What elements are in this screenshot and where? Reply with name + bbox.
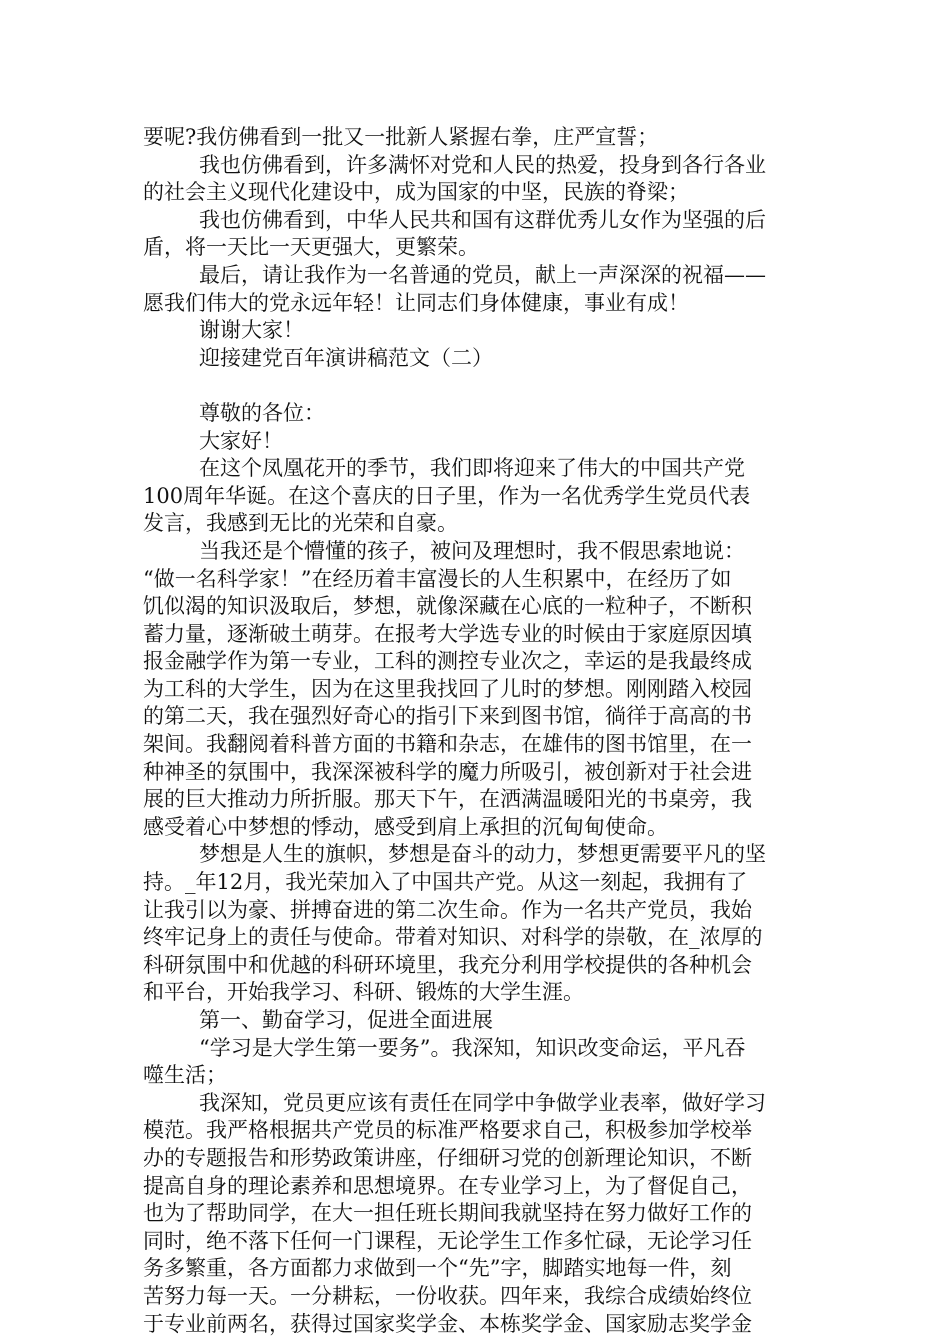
text-line: 展的巨大推动力所折服。那天下午，在洒满温暖阳光的书桌旁，我 <box>143 787 752 812</box>
section-title: 迎接建党百年演讲稿范文（二） <box>199 345 493 370</box>
text-line: 架间。我翻阅着科普方面的书籍和杂志，在雄伟的图书馆里，在一 <box>143 732 752 757</box>
text-line: 苦努力每一天。一分耕耘，一份收获。四年来，我综合成绩始终位 <box>143 1283 752 1308</box>
text-line: 噬生活； <box>143 1063 227 1088</box>
text-line: 办的专题报告和形势政策讲座，仔细研习党的创新理论知识，不断 <box>143 1145 752 1170</box>
text-line: “学习是大学生第一要务”。我深知，知识改变命运，平凡吞 <box>199 1035 746 1060</box>
text-line: 让我引以为豪、拼搏奋进的第二次生命。作为一名共产党员，我始 <box>143 897 752 922</box>
salutation: 尊敬的各位： <box>199 400 325 425</box>
text-line: 科研氛围中和优越的科研环境里，我充分利用学校提供的各种机会 <box>143 952 752 977</box>
text-line: 饥似渴的知识汲取后，梦想，就像深藏在心底的一粒种子，不断积 <box>143 594 752 619</box>
text-line: 最后，请让我作为一名普通的党员，献上一声深深的祝福—— <box>199 262 766 287</box>
text-line: 模范。我严格根据共产党员的标准严格要求自己，积极参加学校举 <box>143 1118 752 1143</box>
text-line: 我也仿佛看到，许多满怀对党和人民的热爱，投身到各行各业 <box>199 152 766 177</box>
text-line: “做一名科学家！”在经历着丰富漫长的人生积累中，在经历了如 <box>143 566 732 591</box>
text-line: 梦想是人生的旗帜，梦想是奋斗的动力，梦想更需要平凡的坚 <box>199 842 766 867</box>
text-line: 报金融学作为第一专业，工科的测控专业次之，幸运的是我最终成 <box>143 649 752 674</box>
text-line: 我也仿佛看到，中华人民共和国有这群优秀儿女作为坚强的后 <box>199 207 766 232</box>
text-line: 要呢?我仿佛看到一批又一批新人紧握右拳，庄严宣誓； <box>143 125 659 149</box>
text-line: 的第二天，我在强烈好奇心的指引下来到图书馆，徜徉于高高的书 <box>143 704 752 729</box>
text-line: 终牢记身上的责任与使命。带着对知识、对科学的崇敬，在_浓厚的 <box>143 925 763 950</box>
text-line: 也为了帮助同学，在大一担任班长期间我就坚持在努力做好工作的 <box>143 1201 752 1226</box>
text-line: 我深知，党员更应该有责任在同学中争做学业表率，做好学习 <box>199 1090 766 1115</box>
text-line: 100周年华诞。在这个喜庆的日子里，作为一名优秀学生党员代表 <box>143 483 751 508</box>
text-line: 和平台，开始我学习、科研、锻炼的大学生涯。 <box>143 980 584 1005</box>
text-line: 感受着心中梦想的悸动，感受到肩上承担的沉甸甸使命。 <box>143 814 668 839</box>
text-line: 发言，我感到无比的光荣和自豪。 <box>143 511 458 536</box>
text-line: 为工科的大学生，因为在这里我找回了儿时的梦想。刚刚踏入校园 <box>143 676 752 701</box>
text-line: 提高自身的理论素养和思想境界。在专业学习上，为了督促自己， <box>143 1173 752 1198</box>
text-line: 的社会主义现代化建设中，成为国家的中坚，民族的脊梁； <box>143 180 689 205</box>
text-line: 蓄力量，逐渐破土萌芽。在报考大学选专业的时候由于家庭原因填 <box>143 621 752 646</box>
text-line: 务多繁重，各方面都力求做到一个“先”字，脚踏实地每一件，刻 <box>143 1256 732 1281</box>
text-line: 在这个凤凰花开的季节，我们即将迎来了伟大的中国共产党 <box>199 456 745 481</box>
greeting: 大家好！ <box>199 428 283 453</box>
text-line: 盾，将一天比一天更强大，更繁荣。 <box>143 235 479 260</box>
subsection-title: 第一、勤奋学习，促进全面进展 <box>199 1008 493 1032</box>
text-line: 种神圣的氛围中，我深深被科学的魔力所吸引，被创新对于社会进 <box>143 759 752 784</box>
text-line: 谢谢大家！ <box>199 318 304 343</box>
text-line: 当我还是个懵懂的孩子，被问及理想时，我不假思索地说： <box>199 538 745 563</box>
text-line: 同时，绝不落下任何一门课程，无论学生工作多忙碌，无论学习任 <box>143 1228 752 1253</box>
text-line: 持。_年12月，我光荣加入了中国共产党。从这一刻起，我拥有了 <box>143 870 748 895</box>
blank-line <box>143 372 813 400</box>
text-line: 于专业前两名，获得过国家奖学金、本栋奖学金、国家励志奖学金 <box>143 1311 752 1336</box>
document-body <box>143 124 813 1338</box>
text-line: 愿我们伟大的党永远年轻！让同志们身体健康，事业有成！ <box>143 290 689 315</box>
